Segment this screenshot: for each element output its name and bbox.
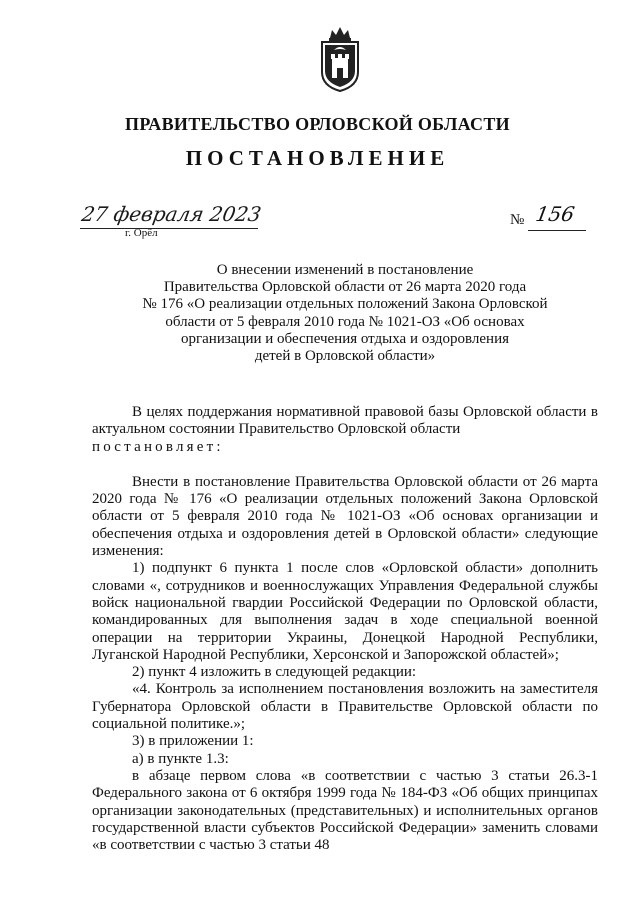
decree-date: 27 февраля 2023 [79,202,264,226]
title-line: № 176 «О реализации отдельных положений Закона Орловской [142,296,548,313]
title-line: О внесении изменений в постановление [216,262,474,278]
title-line: Правительства Орловской области от 26 марта 2020 года [163,279,527,296]
resolves-word: постановляет: [92,438,224,455]
decree-body [92,404,598,854]
item-3a: а) в пункте 1.3: [132,750,229,767]
intro-paragraph: Внести в постановление Правительства Орловской области от 26 марта 2020 года № 176 «О реализации отдельных положений Закона Орловской области от 5 февраля 2010 года № 1021-ОЗ «Об основах организации и обеспечения отдыха и оздоровления детей в Орловской области» следующие изменения: [92,473,598,560]
number-label: № [510,212,525,228]
title-line: детей в Орловской области» [254,348,436,365]
title-line: организации и обеспечения отдыха и оздоровления [180,330,510,347]
item-2-quote: «4. Контроль за исполнением постановления возложить на заместителя Губернатора Орловской области в Правительстве Орловской области по социальной политике.»; [92,681,598,733]
document-type: ПОСТАНОВЛЕНИЕ [185,146,450,170]
date-underline [80,228,258,229]
item-3a-text: в абзаце первом слова «в соответствии с частью 3 статьи 26.3-1 Федерального закона от 6 октября 1999 года № 184-ФЗ «Об общих принципах организации законодательных (представительных) и исполнительных органов государственной власти субъектов Российской Федерации» заменить словами «в соответствии с частью 3 статьи 48 [92,767,598,854]
government-name: ПРАВИТЕЛЬСТВО ОРЛОВСКОЙ ОБЛАСТИ [125,114,510,134]
item-1: 1) подпункт 6 пункта 1 после слов «Орловской области» дополнить словами «, сотрудников и военнослужащих Управления Федеральной службы войск национальной гвардии Российской Федерации по Орловской области, командированных для выполнения задач в ходе специальной военной операции на территории Украины, Донецкой Народной Республики, Луганской Народной Республики, Херсонской и Запорожской областей»; [92,560,598,663]
item-2: 2) пункт 4 изложить в следующей редакции: [132,664,417,681]
coat-of-arms-emblem [318,24,362,92]
item-3: 3) в приложении 1: [132,733,254,750]
decree-title [130,262,560,365]
decree-city: г. Орёл [125,227,158,239]
title-line: области от 5 февраля 2010 года № 1021-ОЗ «Об основах [165,313,525,330]
decree-number: 156 [533,202,577,226]
preamble-paragraph: В целях поддержания нормативной правовой базы Орловской области в актуальном состоянии Правительство Орловской области [92,404,598,438]
number-underline [528,230,586,231]
